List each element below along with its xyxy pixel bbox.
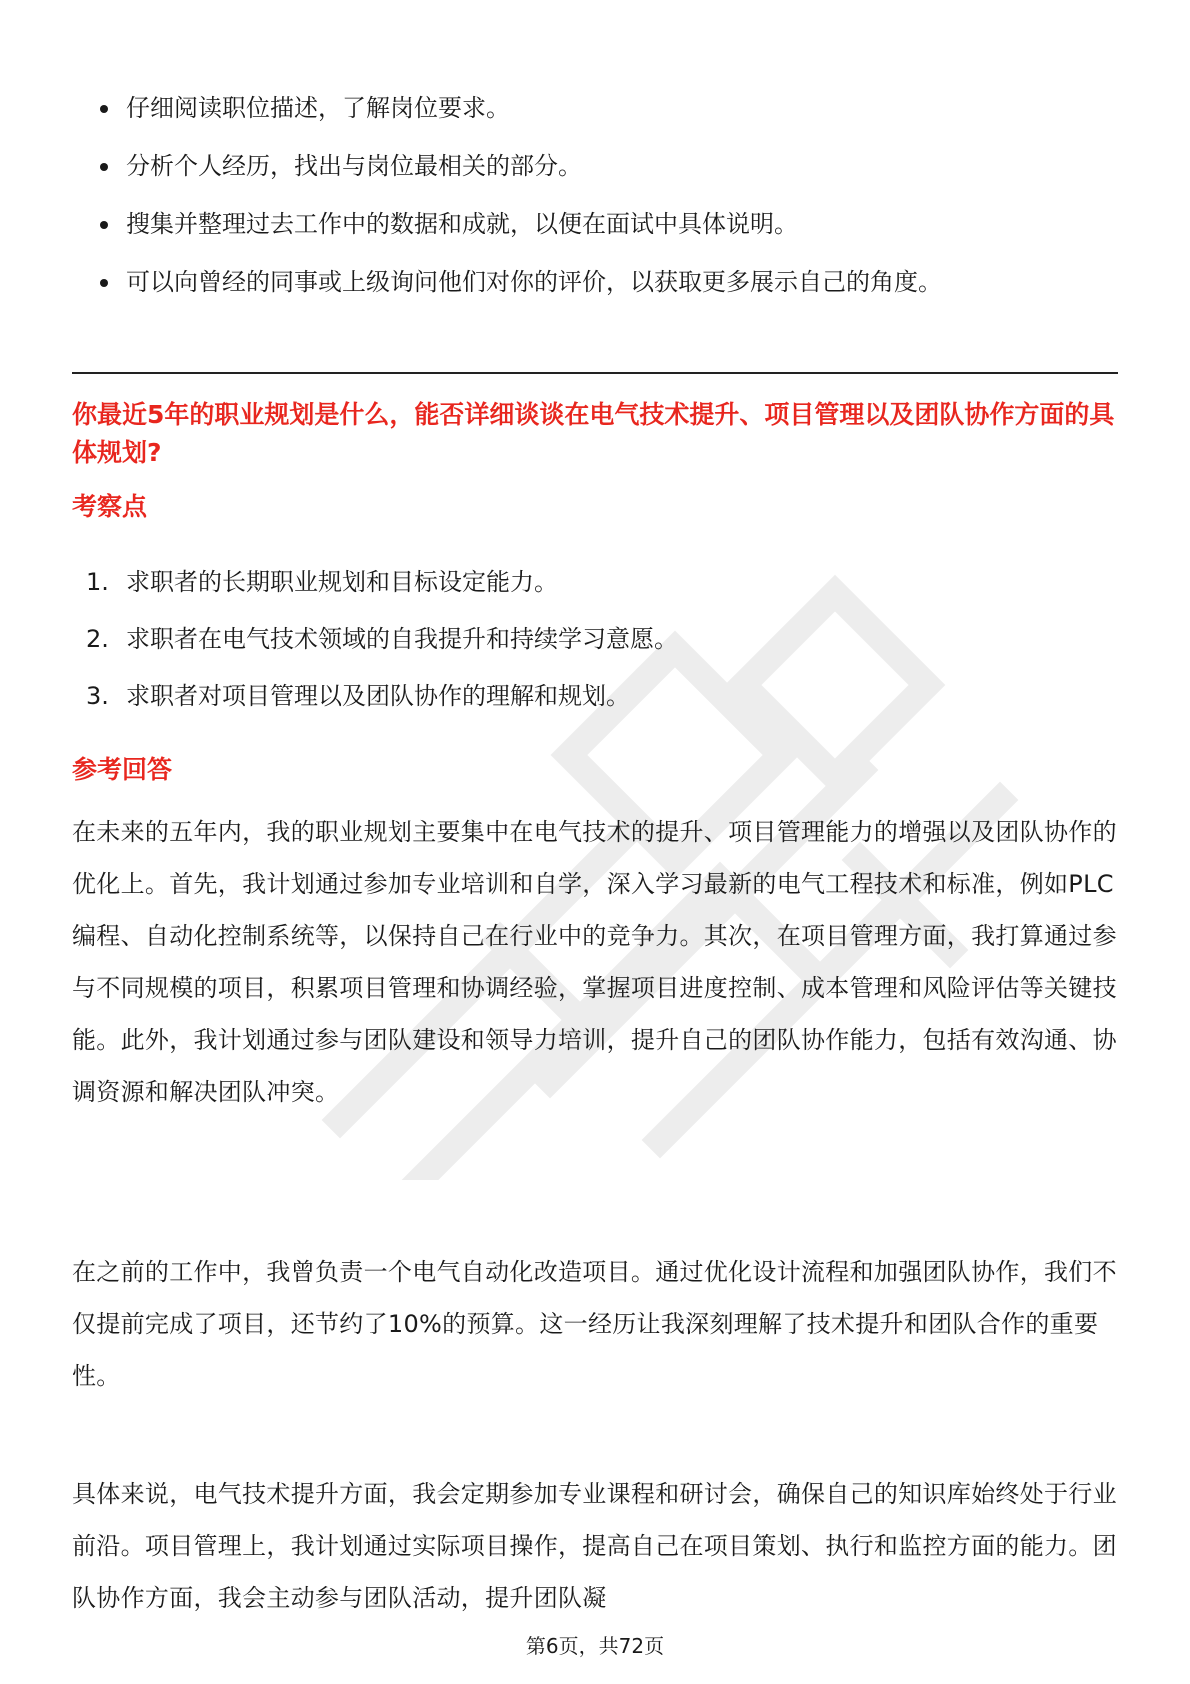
list-item: 仔细阅读职位描述，了解岗位要求。 xyxy=(72,92,1118,124)
list-item-text: 求职者对项目管理以及团队协作的理解和规划。 xyxy=(126,682,630,710)
answer-paragraph: 在之前的工作中，我曾负责一个电气自动化改造项目。通过优化设计流程和加强团队协作，我们不仅提前完成了项目，还节约了10%的预算。这一经历让我深刻理解了技术提升和团队合作的重要性。 xyxy=(72,1258,1117,1390)
list-item xyxy=(72,680,1118,712)
list-item: 分析个人经历，找出与岗位最相关的部分。 xyxy=(72,150,1118,182)
list-item: 可以向曾经的同事或上级询问他们对你的评价，以获取更多展示自己的角度。 xyxy=(72,266,1118,298)
answer-paragraph: 在未来的五年内，我的职业规划主要集中在电气技术的提升、项目管理能力的增强以及团队协作的优化上。首先，我计划通过参加专业培训和自学，深入学习最新的电气工程技术和标准，例如PLC编程、自动化控制系统等，以保持自己在行业中的竞争力。其次，在项目管理方面，我打算通过参与不同规模的项目，积累项目管理和协调经验，掌握项目进度控制、成本管理和风险评估等关键技能。此外，我计划通过参与团队建设和领导力培训，提升自己的团队协作能力，包括有效沟通、协调资源和解决团队冲突。 xyxy=(72,818,1117,1106)
list-number: 3. xyxy=(86,682,109,710)
answer-title: 参考回答 xyxy=(72,755,173,784)
question-heading: 你最近5年的职业规划是什么，能否详细谈谈在电气技术提升、项目管理以及团队协作方面的具体规划? xyxy=(72,400,1115,467)
list-item: 搜集并整理过去工作中的数据和成就，以便在面试中具体说明。 xyxy=(72,208,1118,240)
focus-title: 考察点 xyxy=(72,492,148,521)
list-number: 1. xyxy=(86,568,109,596)
list-number: 2. xyxy=(86,625,109,653)
page-footer: 第6页，共72页 xyxy=(525,1634,665,1658)
section-divider xyxy=(72,372,1118,374)
tips-list xyxy=(72,92,1118,324)
list-item-text: 求职者在电气技术领域的自我提升和持续学习意愿。 xyxy=(126,625,678,653)
list-item xyxy=(72,623,1118,655)
focus-points-list xyxy=(72,566,1118,737)
list-item-text: 求职者的长期职业规划和目标设定能力。 xyxy=(126,568,558,596)
list-item xyxy=(72,566,1118,598)
answer-paragraph: 具体来说，电气技术提升方面，我会定期参加专业课程和研讨会，确保自己的知识库始终处于行业前沿。项目管理上，我计划通过实际项目操作，提高自己在项目策划、执行和监控方面的能力。团队协作方面，我会主动参与团队活动，提升团队凝 xyxy=(72,1480,1117,1612)
